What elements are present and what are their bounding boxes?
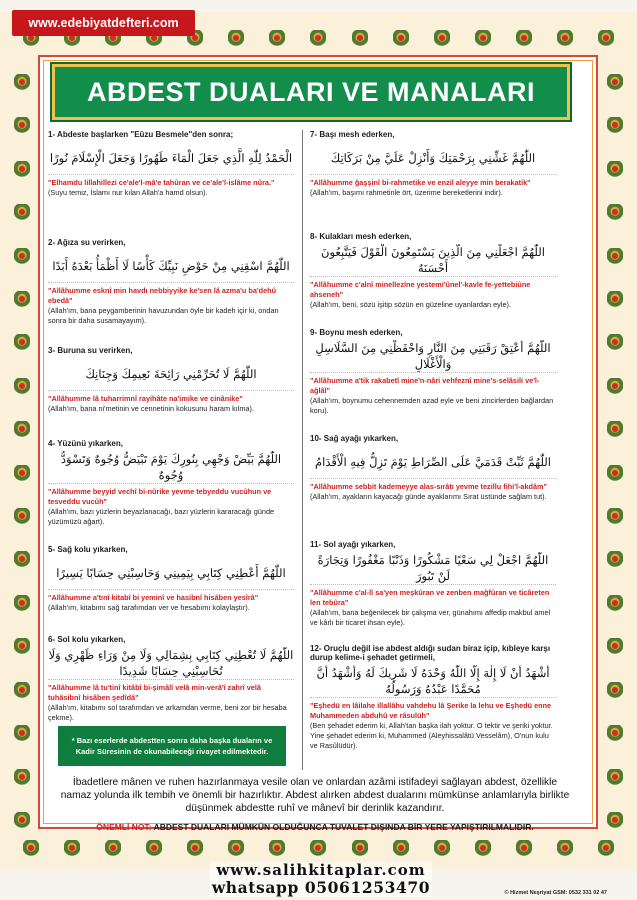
prayer-heading: 11- Sol ayağı yıkarken, — [310, 540, 396, 549]
flower-ornament-icon — [266, 838, 288, 860]
flower-ornament-icon — [604, 376, 626, 398]
flower-ornament-icon — [604, 767, 626, 789]
flower-ornament-icon — [604, 680, 626, 702]
prayer-meaning: (Allah'ım, bana ni'metinin ve cennetinin kokusunu haram kılma). — [48, 404, 254, 413]
warning-label: ÖNEMLİ NOT: — [96, 822, 152, 832]
flower-ornament-icon — [604, 332, 626, 354]
prayer-transliteration: "Allâhumme beyyid vechî bi-nûrike yevme tebyeddu vucûhun ve tesveddu vucûh" — [48, 487, 272, 506]
prayer-transliteration: "Allâhumme a'tınî kitabî bi yeminî ve hasibnî hisâben yesîrâ" — [48, 593, 259, 602]
prayer-transliteration: "Allâhumme lâ tuharrimnî rayihâte na'imike ve cinânike" — [48, 394, 243, 403]
prayer-heading: 4- Yüzünü yıkarken, — [48, 439, 123, 448]
flower-ornament-icon — [266, 28, 288, 50]
flower-ornament-icon — [11, 636, 33, 658]
flower-ornament-icon — [11, 593, 33, 615]
prayer-transliteration: "Allâhumme lâ tu'tinî kitâbî bi-şimâlî velâ min-verâ'î zahrî velâ tuhâsibnî hisâben şedîdâ" — [48, 683, 261, 702]
prayer-arabic-text: اللّٰهُمَّ اجْعَلْنِي مِنَ الَّذِينَ يَسْتَمِعُونَ الْقَوْلَ فَيَتَّبِعُونَ أَحْسَنَهُ — [310, 244, 556, 277]
prayer-arabic-text: اللّٰهُمَّ أَعْتِقْ رَقَبَتِي مِنَ النَّارِ وَاحْفَظْنِي مِنَ السَّلَاسِلِ وَالْأَغْلَالِ — [310, 340, 556, 373]
prayer-item-6 — [48, 635, 294, 725]
prayer-transliteration: "Allâhumme c'alnî minellezîne yestemi'ûnel'-kavle fe-yettebiûne ahseneh" — [310, 280, 531, 299]
prayer-meaning: (Suyu temiz, İslamı nur kılan Allah'a hamd olsun). — [48, 188, 208, 197]
prayer-meaning: (Allah'ım, beni, sözü işitip sözün en güzeline uyanlardan eyle). — [310, 300, 511, 309]
flower-ornament-icon — [225, 838, 247, 860]
flower-ornament-icon — [11, 419, 33, 441]
flower-ornament-icon — [604, 549, 626, 571]
prayer-meaning: (Allah'ım, kitabımı sağ tarafımdan ver ve hesabımı kolaylaştır). — [48, 603, 250, 612]
flower-ornament-icon — [143, 838, 165, 860]
flower-ornament-icon — [604, 723, 626, 745]
flower-ornament-icon — [604, 419, 626, 441]
flower-ornament-icon — [604, 159, 626, 181]
prayer-arabic-text: اللّٰهُمَّ أَعْطِنِي كِتَابِي بِيَمِينِي وَحَاسِبْنِي حِسَابًا يَسِيرًا — [48, 557, 294, 590]
note-box: * Bazı eserlerde abdestten sonra daha başka duaların ve Kadir Süresinin de okunabileceği rivayet edilmektedir. — [58, 726, 286, 766]
flower-ornament-icon — [349, 838, 371, 860]
prayer-meaning: (Allah'ım, bana peygamberinin havuzundan öyle bir kadeh içir ki, ondan sonra bir daha susamayayım). — [48, 306, 279, 325]
prayer-arabic-text: اللّٰهُمَّ بَيِّضْ وَجْهِي بِنُورِكَ يَوْمَ تَبْيَضُّ وُجُوهٌ وَتَسْوَدُّ وُجُوهٌ — [48, 451, 294, 484]
flower-ornament-icon — [472, 28, 494, 50]
prayer-meaning: (Allah'ım, bana beğenilecek bir çalışma ver, günahımı affedip makbul amel ve kârlı bir ticaret ihsan eyle). — [310, 608, 551, 627]
prayer-item-1 — [48, 130, 294, 238]
flower-ornament-icon — [554, 838, 576, 860]
flower-ornament-icon — [11, 246, 33, 268]
footer-paragraph: İbadetlere mânen ve ruhen hazırlanmaya vesile olan ve onlardan azâmi istifadeyi sağlayan abdest, özellikle namaz yolunda ilk tembih ve önemli bir hazırlıktır. Abdest alırken abdest dualarını mümkünse anlamlarıyla birlikte düşünmek abdestte ruhî ve mânevî bir derinlik kazandırır. — [60, 777, 570, 814]
right-column — [310, 130, 556, 770]
prayer-arabic-text: اللّٰهُمَّ ثَبِّتْ قَدَمَيَّ عَلَى الصِّرَاطِ يَوْمَ تَزِلُّ فِيهِ الْأَقْدَامُ — [310, 446, 556, 479]
publisher-credit: © Hizmet Neşriyat GSM: 0532 331 02 47 — [504, 890, 607, 896]
prayer-arabic-text: اللّٰهُمَّ غَشِّنِي بِرَحْمَتِكَ وَأَنْزِلْ عَلَيَّ مِنْ بَرَكَاتِكَ — [310, 142, 556, 175]
prayer-arabic-text: الْحَمْدُ لِلّٰهِ الَّذِي جَعَلَ الْمَاءَ طَهُورًا وَجَعَلَ الْإِسْلَامَ نُورًا — [48, 142, 294, 175]
flower-ornament-icon — [11, 506, 33, 528]
flower-ornament-icon — [595, 28, 617, 50]
prayer-columns — [48, 130, 578, 770]
prayer-transliteration: "Allâhumme esknî min havdı nebbiyyike ke'sen lâ azma'u ba'dehû ebedâ" — [48, 286, 277, 305]
flower-ornament-icon — [472, 838, 494, 860]
prayer-heading: 1- Abdeste başlarken "Eûzu Besmele"den sonra; — [48, 130, 234, 139]
prayer-arabic-text: اللّٰهُمَّ لَا تُحَرِّمْنِي رَائِحَةَ نَعِيمِكَ وَجِنَانِكَ — [48, 358, 294, 391]
prayer-heading: 3- Buruna su verirken, — [48, 346, 133, 355]
flower-ornament-icon — [11, 549, 33, 571]
flower-ornament-icon — [11, 202, 33, 224]
flower-ornament-icon — [11, 332, 33, 354]
flower-ornament-icon — [390, 28, 412, 50]
prayer-meaning: (Ben şehadet ederim ki, Allah'tan başka ilah yoktur. O tektir ve şeriki yoktur. Yine şehadet ederim ki, Muhammed (Aleyhissalâtü Vesselâm), O'nun kulu ve Rasûlüdür). — [310, 721, 553, 750]
prayer-item-8 — [310, 232, 556, 328]
prayer-transliteration: "Allâhumme sebbit kademeyye alas-sırâtı yevme tezillu fihi'l-akdâm" — [310, 482, 547, 491]
prayer-meaning: (Allah'ım, başımı rahmetinle ört, üzerime bereketlerini indir). — [310, 188, 503, 197]
prayer-item-3 — [48, 346, 294, 439]
prayer-meaning: (Allah'ım, kitabımı sol tarafımdan ve arkamdan verme, beni zor bir hesaba çekme). — [48, 703, 287, 722]
flower-ornament-icon — [604, 463, 626, 485]
ornament-column-right — [604, 72, 626, 832]
prayer-transliteration: "Eşhedü en lâilahe illallâhu vahdehu lâ Şerike la lehu ve Eşhedü enne Muhammeden abduhû ve râsulüh" — [310, 701, 552, 720]
flower-ornament-icon — [513, 838, 535, 860]
site-badge[interactable]: www.edebiyatdefteri.com — [12, 10, 195, 36]
prayer-item-4 — [48, 439, 294, 545]
footer-website[interactable]: www.salihkitaplar.com — [216, 861, 426, 879]
prayer-arabic-text: اللّٰهُمَّ اجْعَلْ لِي سَعْيًا مَشْكُورًا وَذَنْبًا مَغْفُورًا وَتِجَارَةً لَنْ تَبُورَ — [310, 552, 556, 585]
prayer-heading: 9- Boynu mesh ederken, — [310, 328, 403, 337]
flower-ornament-icon — [431, 838, 453, 860]
prayer-item-9 — [310, 328, 556, 434]
flower-ornament-icon — [604, 810, 626, 832]
flower-ornament-icon — [604, 246, 626, 268]
prayer-transliteration: "Allâhumme a'tik rakabetî mine'n-nâri vehfeznî mine's-selâsili ve'l-ağlâl" — [310, 376, 540, 395]
prayer-heading: 5- Sağ kolu yıkarken, — [48, 545, 128, 554]
prayer-arabic-text: اللّٰهُمَّ اسْقِنِي مِنْ حَوْضِ نَبِيِّكَ كَأْسًا لَا أَظْمَأُ بَعْدَهُ أَبَدًا — [48, 250, 294, 283]
prayer-heading: 12- Oruçlu değil ise abdest aldığı sudan biraz içip, kıbleye karşı durup kelime-i şehadet getirmeli, — [310, 644, 551, 662]
prayer-heading: 7- Başı mesh ederken, — [310, 130, 395, 139]
flower-ornament-icon — [11, 159, 33, 181]
prayer-meaning: (Allah'ım, bazı yüzlerin beyazlanacağı, bazı yüzlerin kararacağı günde yüzümüzü ağart). — [48, 507, 275, 526]
prayer-transliteration: "Allâhumme c'al-lî sa'yen meşkûran ve zenben mağfûran ve ticâreten len tebûra" — [310, 588, 550, 607]
prayer-transliteration: "Allâhumme ğaşşinî bi-rahmetike ve enzil aleyye min berakatik" — [310, 178, 531, 187]
flower-ornament-icon — [554, 28, 576, 50]
flower-ornament-icon — [349, 28, 371, 50]
flower-ornament-icon — [61, 838, 83, 860]
prayer-meaning: (Allah'ım, ayakların kayacağı günde ayaklarımı Sırat üstünde sağlam tut). — [310, 492, 547, 501]
flower-ornament-icon — [604, 115, 626, 137]
flower-ornament-icon — [11, 376, 33, 398]
prayer-arabic-text: اللّٰهُمَّ لَا تُعْطِنِي كِتَابِي بِشِمَالِي وَلَا مِنْ وَرَاءِ ظَهْرِي وَلَا تُحَاسِبْنِي حِسَابًا شَدِيدًا — [48, 648, 294, 678]
footer-whatsapp[interactable]: whatsapp 05061253470 — [211, 878, 431, 897]
flower-ornament-icon — [225, 28, 247, 50]
flower-ornament-icon — [431, 28, 453, 50]
prayer-meaning: (Allah'ım, boynumu cehennemden azad eyle ve beni zincirlerden bağlardan koru). — [310, 396, 554, 415]
flower-ornament-icon — [11, 289, 33, 311]
flower-ornament-icon — [11, 72, 33, 94]
prayer-transliteration: "Elhamdu lillahillezi ce'ale'l-mâ'e tahûran ve ce'ale'l-islâme nûra." — [48, 178, 275, 187]
prayer-item-2 — [48, 238, 294, 346]
flower-ornament-icon — [184, 838, 206, 860]
flower-ornament-icon — [102, 838, 124, 860]
flower-ornament-icon — [20, 838, 42, 860]
flower-ornament-icon — [604, 202, 626, 224]
flower-ornament-icon — [595, 838, 617, 860]
prayer-item-5 — [48, 545, 294, 635]
prayer-item-10 — [310, 434, 556, 540]
ornament-row-bottom — [20, 838, 617, 860]
prayer-item-7 — [310, 130, 556, 232]
prayer-arabic-text: أَشْهَدُ أَنْ لَا إِلٰهَ إِلَّا اللّٰهُ وَحْدَهُ لَا شَرِيكَ لَهُ وَأَشْهَدُ أَنَّ مُحَمَّدًا عَبْدُهُ وَرَسُولُهُ — [310, 665, 556, 698]
flower-ornament-icon — [11, 680, 33, 702]
column-divider — [302, 130, 303, 770]
prayer-item-11 — [310, 540, 556, 644]
flower-ornament-icon — [307, 838, 329, 860]
warning-text: ABDEST DUALARI MÜMKÜN OLDUĞUNCA TUVALET DIŞINDA BİR YERE YAPIŞTIRILMALIDIR. — [153, 822, 534, 832]
prayer-heading: 6- Sol kolu yıkarken, — [48, 635, 126, 644]
flower-ornament-icon — [604, 593, 626, 615]
flower-ornament-icon — [390, 838, 412, 860]
prayer-item-12 — [310, 644, 556, 770]
flower-ornament-icon — [604, 289, 626, 311]
flower-ornament-icon — [11, 115, 33, 137]
prayer-heading: 10- Sağ ayağı yıkarken, — [310, 434, 399, 443]
footer-warning — [60, 822, 570, 832]
flower-ornament-icon — [11, 723, 33, 745]
prayer-heading: 2- Ağıza su verirken, — [48, 238, 126, 247]
page-title: ABDEST DUALARI VE MANALARI — [52, 64, 570, 120]
flower-ornament-icon — [513, 28, 535, 50]
flower-ornament-icon — [307, 28, 329, 50]
flower-ornament-icon — [11, 767, 33, 789]
flower-ornament-icon — [11, 810, 33, 832]
prayer-heading: 8- Kulakları mesh ederken, — [310, 232, 412, 241]
flower-ornament-icon — [11, 463, 33, 485]
flower-ornament-icon — [604, 72, 626, 94]
flower-ornament-icon — [604, 506, 626, 528]
site-footer-watermark — [210, 862, 432, 897]
left-column — [48, 130, 294, 725]
ornament-column-left — [11, 72, 33, 832]
flower-ornament-icon — [604, 636, 626, 658]
